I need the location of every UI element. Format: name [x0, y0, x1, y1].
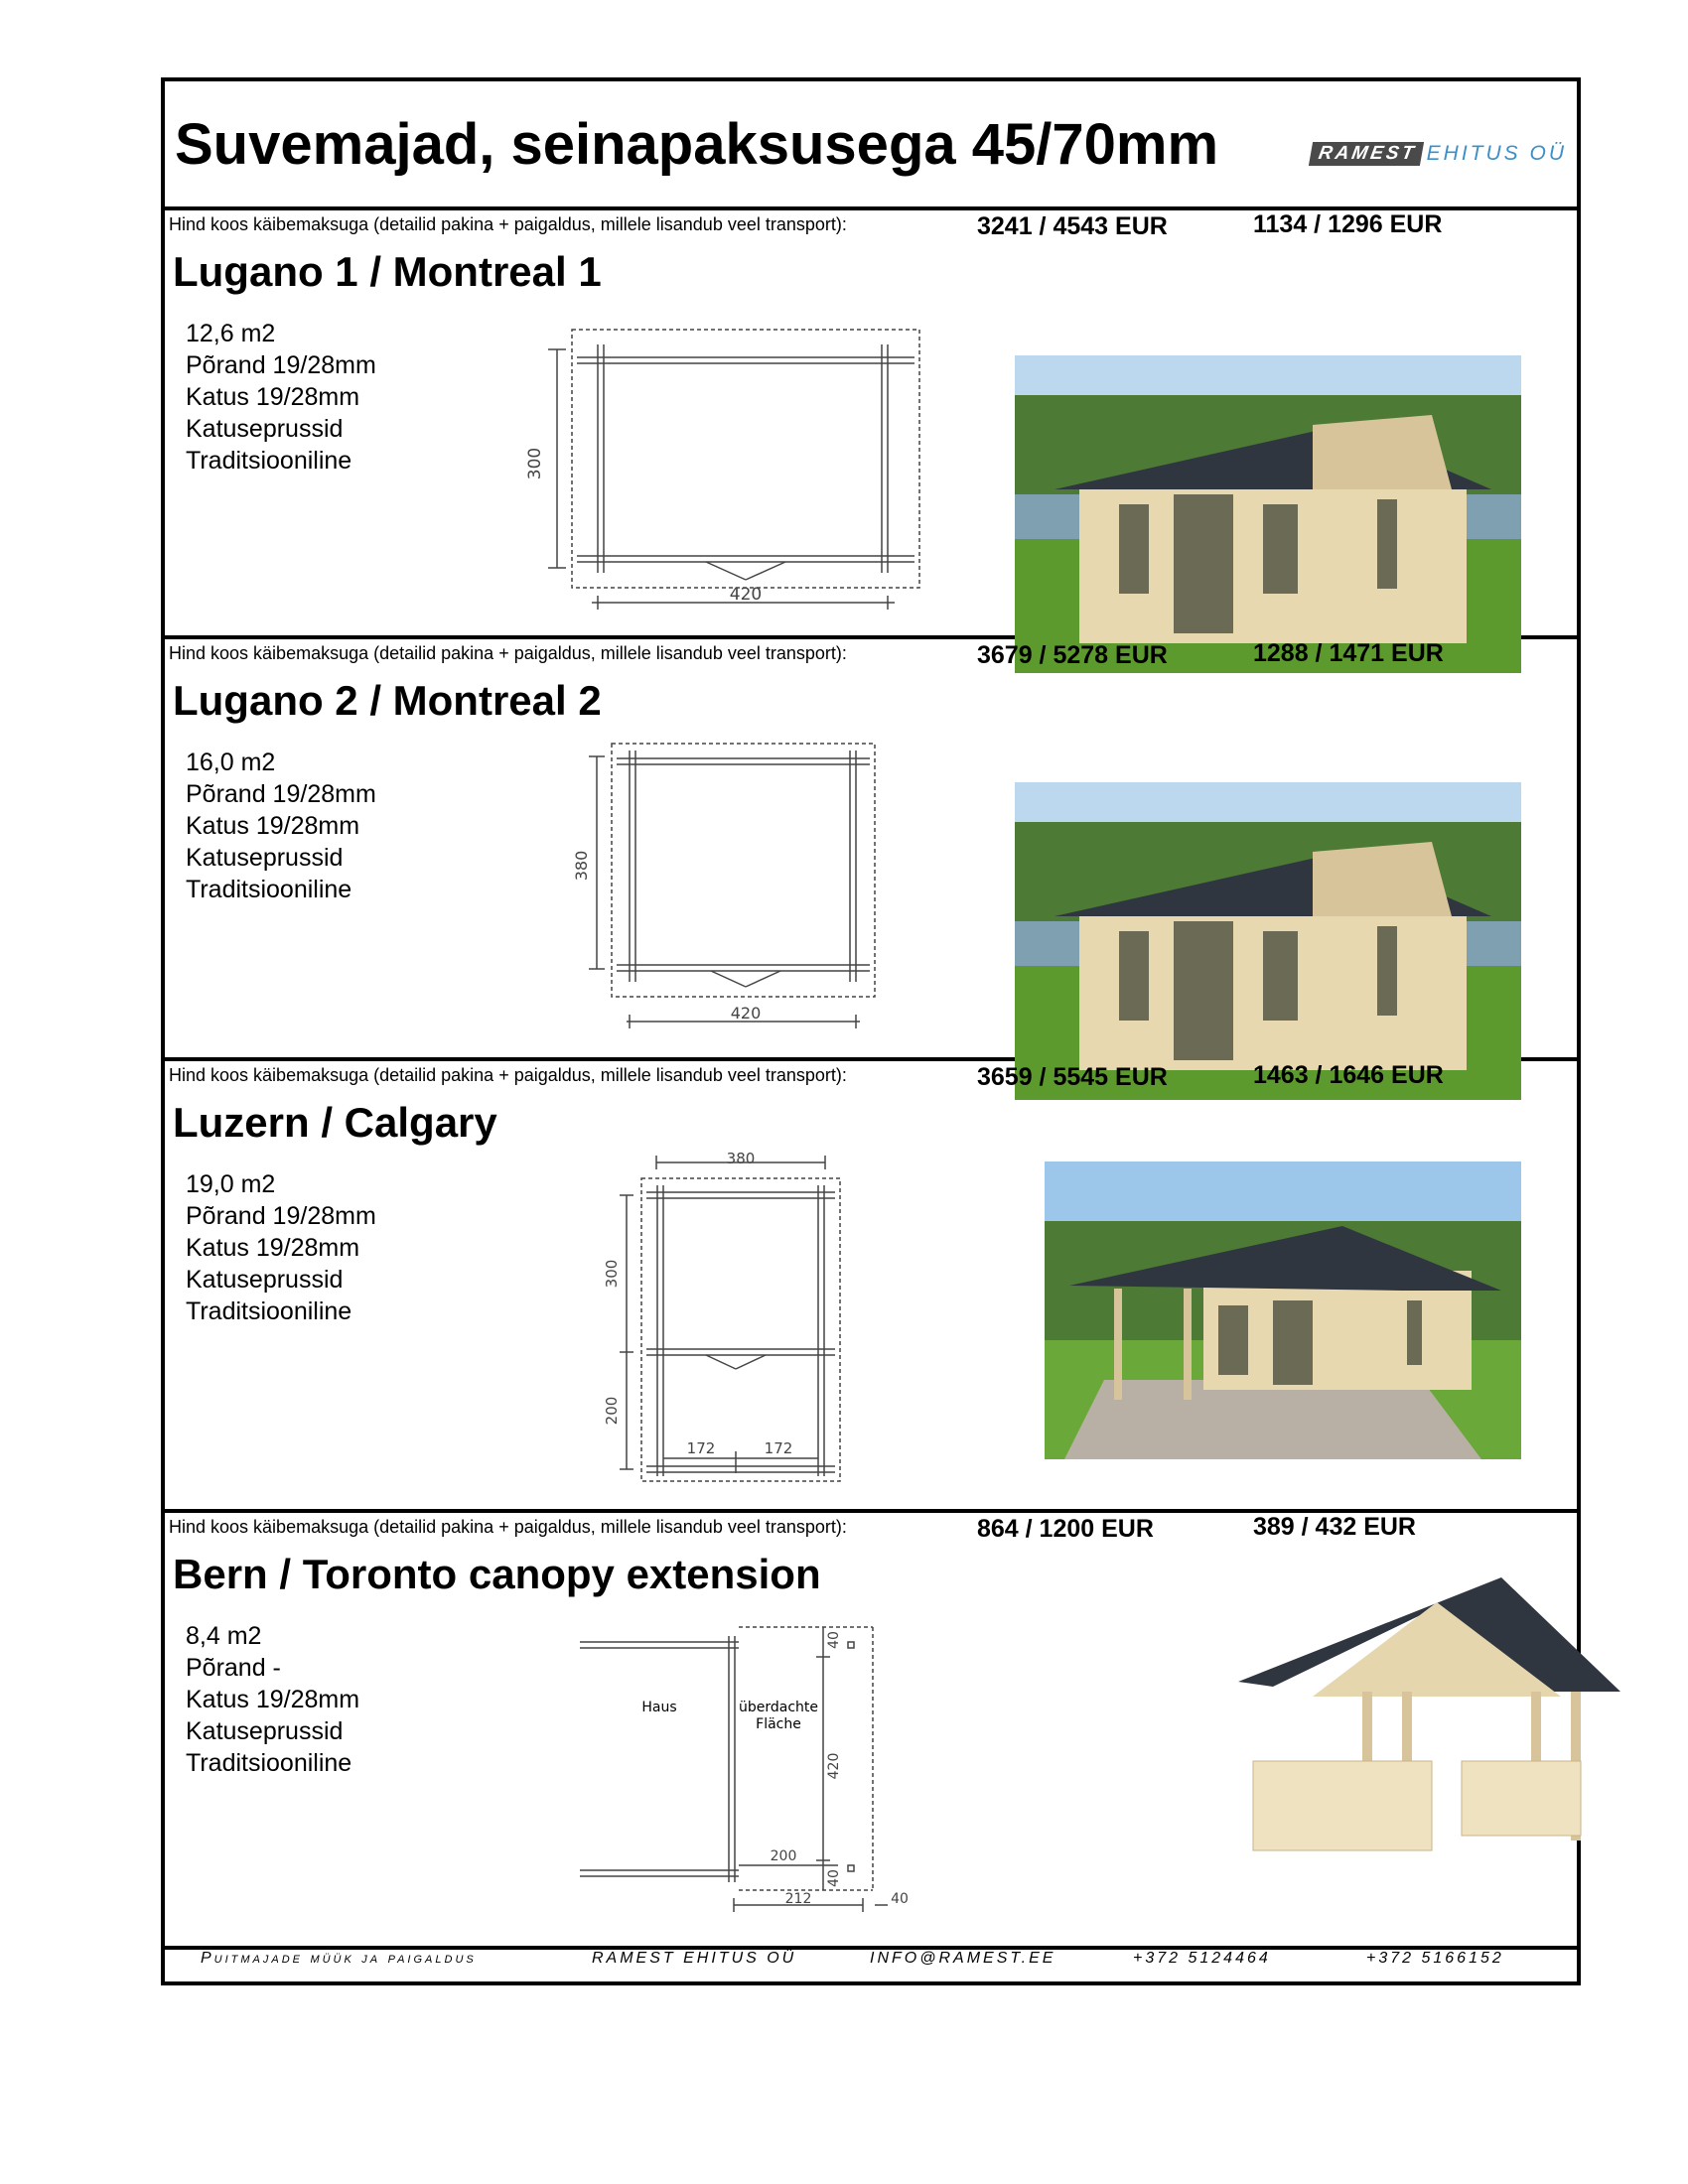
plan-width-label: 212: [784, 1891, 812, 1907]
plan-depth-label: 300: [603, 1259, 621, 1289]
product-specs: [186, 1168, 376, 1327]
page-header: [165, 81, 1577, 210]
footer-email: INFO@RAMEST.EE: [870, 1950, 1056, 1967]
price-main: 3659 / 5545 EUR: [977, 1063, 1168, 1091]
spec-roof: Katus 19/28mm: [186, 1234, 360, 1262]
price-second: 1288 / 1471 EUR: [1253, 639, 1444, 667]
cabin-photo: [1015, 355, 1521, 673]
plan-covered-label-2: Fläche: [756, 1716, 801, 1732]
price-note: Hind koos käibemaksuga (detailid pakina + paigaldus, millele lisandub veel transport):: [169, 214, 847, 234]
plan-door-left-label: 172: [686, 1439, 716, 1457]
price-note: Hind koos käibemaksuga (detailid pakina + paigaldus, millele lisandub veel transport):: [169, 1065, 847, 1085]
plan-width-label: 420: [730, 1004, 762, 1023]
product-name: Lugano 1 / Montreal 1: [173, 248, 602, 295]
spec-style: Traditsiooniline: [186, 876, 352, 903]
footer-phone-1: +372 5124464: [1133, 1950, 1271, 1967]
price-note: Hind koos käibemaksuga (detailid pakina + paigaldus, millele lisandub veel transport):: [169, 643, 847, 663]
price-second: 1463 / 1646 EUR: [1253, 1061, 1444, 1089]
spec-roof: Katus 19/28mm: [186, 812, 360, 840]
spec-roof: Katus 19/28mm: [186, 1686, 360, 1713]
cabin-photo: [1015, 782, 1521, 1100]
logo-ramest: RAMEST: [1309, 142, 1424, 166]
price-second: 1134 / 1296 EUR: [1253, 210, 1443, 238]
spec-area: 19,0 m2: [186, 1170, 276, 1198]
logo-ehitus: EHITUS OÜ: [1426, 142, 1567, 165]
plan-covered-label-1: überdachte: [738, 1700, 819, 1715]
floor-plan: [580, 1622, 917, 1920]
footer-slogan: Puitmajade müük ja paigaldus: [201, 1950, 477, 1967]
cabin-photo: [1045, 1161, 1521, 1459]
product-section-luzern: [165, 1061, 1577, 1513]
plan-bottom-label: 40: [826, 1869, 842, 1887]
spec-rafters: Katuseprussid: [186, 415, 344, 443]
floor-plan: [572, 739, 890, 1041]
plan-house-label: Haus: [641, 1700, 677, 1715]
product-section-lugano-2: [165, 639, 1577, 1061]
canopy-photo: [1233, 1572, 1630, 1860]
product-section-lugano-1: [165, 210, 1577, 639]
company-logo: [1311, 141, 1567, 167]
product-name: Luzern / Calgary: [173, 1099, 497, 1146]
plan-width-label: 380: [726, 1151, 756, 1167]
product-name: Bern / Toronto canopy extension: [173, 1551, 821, 1597]
spec-floor: Põrand -: [186, 1654, 281, 1682]
spec-area: 8,4 m2: [186, 1622, 262, 1650]
spec-style: Traditsiooniline: [186, 1749, 352, 1777]
product-section-bern: [165, 1513, 1577, 1950]
product-name: Lugano 2 / Montreal 2: [173, 677, 602, 724]
price-note: Hind koos käibemaksuga (detailid pakina + paigaldus, millele lisandub veel transport):: [169, 1517, 847, 1537]
floor-plan: [522, 320, 939, 617]
price-main: 864 / 1200 EUR: [977, 1515, 1154, 1543]
plan-depth-label: 380: [572, 850, 591, 882]
product-specs: [186, 318, 376, 477]
spec-floor: Põrand 19/28mm: [186, 1202, 376, 1230]
spec-area: 16,0 m2: [186, 749, 276, 776]
price-second: 389 / 432 EUR: [1253, 1513, 1416, 1541]
page-frame: [161, 77, 1581, 1985]
plan-width-label: 420: [729, 585, 763, 605]
plan-top-label: 40: [826, 1631, 842, 1649]
spec-floor: Põrand 19/28mm: [186, 780, 376, 808]
spec-rafters: Katuseprussid: [186, 844, 344, 872]
spec-style: Traditsiooniline: [186, 447, 352, 475]
spec-floor: Põrand 19/28mm: [186, 351, 376, 379]
plan-door-right-label: 172: [764, 1439, 793, 1457]
plan-side-label: 40: [891, 1891, 909, 1907]
price-main: 3241 / 4543 EUR: [977, 212, 1168, 240]
plan-inner-label: 200: [770, 1848, 797, 1864]
spec-roof: Katus 19/28mm: [186, 383, 360, 411]
plan-porch-label: 200: [603, 1396, 621, 1426]
footer-phone-2: +372 5166152: [1366, 1950, 1504, 1967]
spec-style: Traditsiooniline: [186, 1297, 352, 1325]
page-title: Suvemajad, seinapaksusega 45/70mm: [175, 112, 1219, 177]
spec-rafters: Katuseprussid: [186, 1717, 344, 1745]
plan-depth-label: 300: [525, 447, 545, 480]
product-specs: [186, 1620, 359, 1779]
spec-rafters: Katuseprussid: [186, 1266, 344, 1294]
page-footer: [165, 1942, 1577, 1981]
floor-plan: [602, 1151, 860, 1493]
product-specs: [186, 747, 376, 905]
price-main: 3679 / 5278 EUR: [977, 641, 1168, 669]
plan-depth-label: 420: [826, 1752, 842, 1780]
spec-area: 12,6 m2: [186, 320, 276, 347]
footer-company: RAMEST EHITUS OÜ: [592, 1950, 797, 1967]
